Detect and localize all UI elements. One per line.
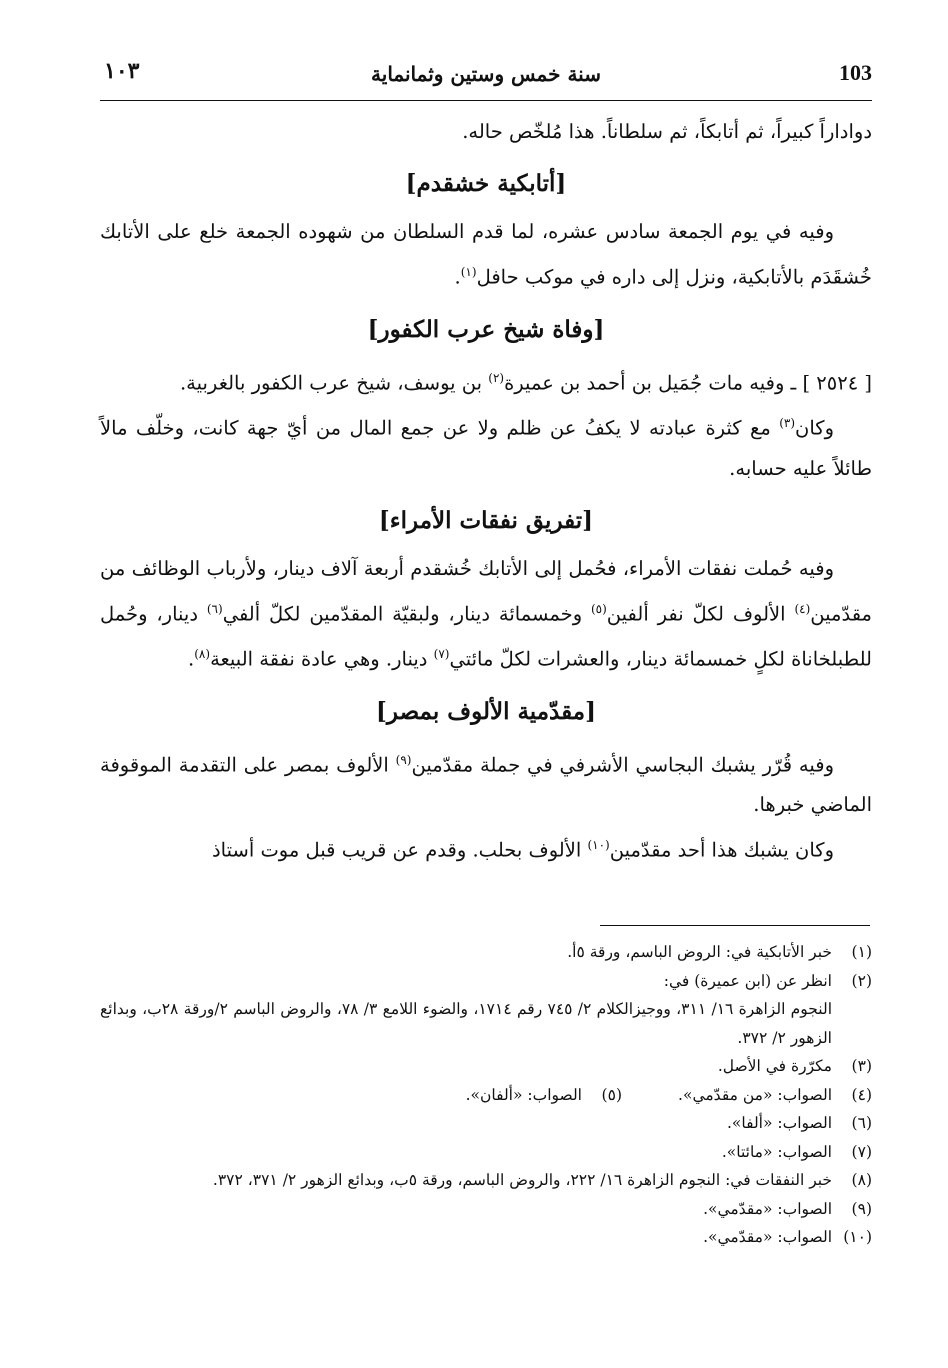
- page-header: [100, 52, 872, 101]
- footnote: (١) خبر الأتابكية في: الروض الباسم، ورقة ٥أ.: [567, 943, 872, 961]
- footnote-ref: (٧): [433, 647, 450, 661]
- footnote-ref: (٣): [779, 416, 796, 430]
- footnote-ref: (١٠): [587, 838, 610, 852]
- paragraph: وكان$^{(٣)}$ مع كثرة عبادته لا يكفُ عن ظلم ولا عن جمع المال من أيّ جهة كانت، وخلّف مالاً طائلاً عليه حسابه.: [100, 416, 872, 480]
- paragraph: [ ٢٥٢٤ ] ـ وفيه مات جُمَيل بن أحمد بن عميرة$^{(٢)}$ بن يوسف، شيخ عرب الكفور بالغربية.: [179, 370, 872, 394]
- footnote: (٧) الصواب: «مائتا».: [721, 1142, 872, 1161]
- footnote-ref: (١): [460, 265, 477, 279]
- paragraph: وكان يشبك هذا أحد مقدّمين$^{(١٠)}$ الألوف بحلب. وقدم عن قريب قبل موت أستاذ: [211, 838, 834, 862]
- footnote: (١٠) الصواب: «مقدّمي».: [703, 1228, 872, 1246]
- footnote-ref: (٨): [194, 647, 211, 661]
- paragraph: وفيه قُرّر يشبك البجاسي الأشرفي في جملة مقدّمين$^{(٩)}$ الألوف بمصر على التقدمة الموقوفة الماضي خبرها.: [100, 752, 872, 816]
- footnote-ref: (٩): [395, 752, 412, 767]
- paragraph: وفيه حُملت نفقات الأمراء، فحُمل إلى الأتابك خُشقدم أربعة آلاف دينار، ولأرباب الوظائف من مقدّمين$^{(٤)}$ الألوف لكلّ نفر ألفين$^{(٥)}$ وخمسمائة دينار، ولبقيّة المقدّمين لكلّ ألفي$^{(٦)}$ دينار، وحُمل للطبلخاناة لكلٍ خمسمائة دينار، والعشرات لكلّ مائتي$^{(٧)}$ دينار. وهي عادة نفقة البيعة$^{(٨)}$.: [100, 556, 872, 671]
- page-number-arabic: ١٠٣: [104, 58, 140, 84]
- footnote: (٣) مكرّرة في الأصل.: [717, 1057, 872, 1075]
- paragraph: دواداراً كبيراً، ثم أتابكاً، ثم سلطاناً. هذا مُلخّص حاله.: [462, 120, 872, 143]
- footnote-ref: (٢): [488, 370, 505, 385]
- page-number-latin: 103: [839, 60, 872, 85]
- footnote-ref: (٦): [206, 601, 223, 616]
- section-heading: [تفريق نفقات الأمراء]: [378, 506, 594, 534]
- footnote: (٩) الصواب: «مقدّمي».: [703, 1199, 872, 1218]
- section-heading: [أتابكية خشقدم]: [405, 170, 567, 197]
- section-heading: [مقدّمية الألوف بمصر]: [376, 697, 596, 725]
- footnote-ref: (٤): [794, 601, 811, 616]
- footnote: (٤) الصواب: «من مقدّمي». (٥) الصواب: «ألفان».: [465, 1085, 872, 1104]
- footnote: (٦) الصواب: «ألفا».: [726, 1114, 872, 1132]
- footnote-ref: (٥): [590, 601, 607, 616]
- running-title: سنة خمس وستين وثمانماية: [371, 62, 601, 86]
- footnote-divider: [600, 925, 870, 926]
- paragraph: وفيه في يوم الجمعة سادس عشره، لما قدم السلطان من شهوده الجمعة خلع على الأتابك خُشقَدَم بالأتابكية، ونزل إلى داره في موكب حافل$^{(١)}$.: [100, 220, 872, 289]
- section-heading: [وفاة شيخ عرب الكفور]: [367, 315, 605, 343]
- footnotes: [100, 938, 872, 1252]
- main-text: [100, 112, 872, 871]
- footnote: النجوم الزاهرة ١٦/ ٣١١، ووجيزالكلام ٢/ ٧٤٥ رقم ١٧١٤، والضوء اللامع ٣/ ٧٨، والروض الباسم ٢/ورقة ٢٨ب، وبدائع الزهور ٢/ ٣٧٢.: [100, 1000, 832, 1047]
- footnote: (٨) خبر النفقات في: النجوم الزاهرة ١٦/ ٢٢٢، والروض الباسم، ورقة ٥ب، وبدائع الزهور ٢/ ٣٧١، ٣٧٢.: [212, 1171, 872, 1189]
- footnote: (٢) انظر عن (ابن عميرة) في:: [663, 971, 872, 990]
